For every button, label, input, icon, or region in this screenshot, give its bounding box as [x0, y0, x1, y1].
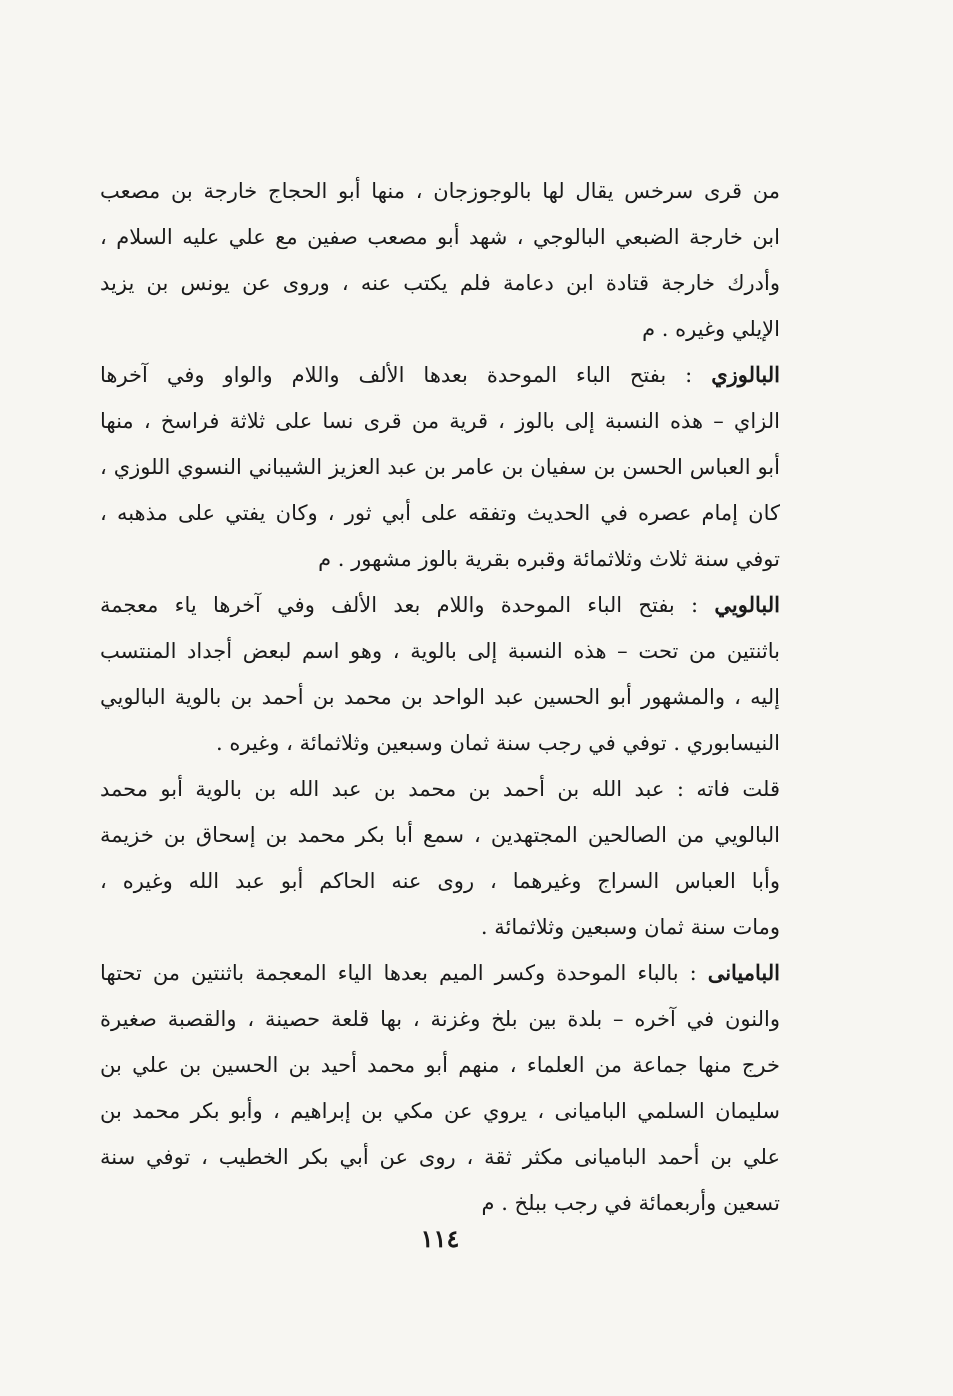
- text-line: [100, 766, 780, 812]
- text-line: [100, 214, 780, 260]
- line-text: إليه ، والمشهور أبو الحسين عبد الواحد بن محمد بن أحمد بن بالوية البالويي: [100, 685, 780, 709]
- paragraph: [100, 950, 780, 1226]
- line-text: أبو العباس الحسن بن سفيان بن عامر بن عبد العزيز الشيباني النسوي اللوزي ،: [100, 455, 780, 479]
- text-line: [100, 536, 780, 582]
- line-text: ابن خارجة الضبعي البالوجي ، شهد أبو مصعب صفين مع علي عليه السلام ،: [100, 225, 780, 249]
- paragraph: [100, 352, 780, 582]
- line-text: النيسابوري . توفي في رجب سنة ثمان وسبعين وثلاثمائة ، وغيره .: [216, 731, 780, 755]
- text-line: [100, 1088, 780, 1134]
- line-text: من قرى سرخس يقال لها بالوجوزجان ، منها أبو الحجاج خارجة بن مصعب: [100, 179, 780, 203]
- line-text: علي بن أحمد الباميانى مكثر ثقة ، روى عن أبي بكر الخطيب ، توفي سنة: [100, 1145, 780, 1169]
- entry-headword: الباميانى: [707, 960, 780, 985]
- text-line: [100, 996, 780, 1042]
- text-line: [100, 582, 780, 628]
- text-line: [100, 1042, 780, 1088]
- entry-headword: البالويي: [714, 592, 780, 617]
- line-text: والنون في آخره – بلدة بين بلخ وغزنة ، بها قلعة حصينة ، والقصبة صغيرة: [100, 1007, 780, 1031]
- text-line: [100, 858, 780, 904]
- line-text: وأبا العباس السراج وغيرهما ، روى عنه الحاكم أبو عبد الله وغيره ،: [100, 869, 780, 893]
- line-text: خرج منها جماعة من العلماء ، منهم أبو محمد أحيد بن الحسين بن علي بن: [100, 1053, 780, 1077]
- line-text: : بفتح الباء الموحدة واللام بعد الألف وفي آخرها ياء معجمة: [100, 593, 715, 617]
- paragraph: [100, 766, 780, 950]
- line-text: البالويي من الصالحين المجتهدين ، سمع أبا بكر محمد بن إسحاق بن خزيمة: [100, 823, 780, 847]
- entry-headword: البالوزي: [711, 362, 780, 387]
- line-text: توفي سنة ثلاث وثلاثمائة وقبره بقرية بالوز مشهور . م: [318, 547, 780, 571]
- paragraph: [100, 168, 780, 352]
- text-line: [100, 444, 780, 490]
- line-text: ومات سنة ثمان وسبعين وثلاثمائة .: [480, 915, 780, 939]
- line-text: باثنتين من تحت – هذه النسبة إلى بالوية ، وهو اسم لبعض أجداد المنتسب: [100, 639, 780, 663]
- text-line: [100, 674, 780, 720]
- text-line: [100, 950, 780, 996]
- text-line: [100, 490, 780, 536]
- text-line: [100, 1134, 780, 1180]
- text-line: [100, 398, 780, 444]
- line-text: الإيلي وغيره . م: [642, 317, 780, 341]
- line-text: وأدرك خارجة قتادة ابن دعامة فلم يكتب عنه ، وروى عن يونس بن يزيد: [100, 271, 780, 295]
- body-text: [100, 168, 780, 1226]
- line-text: سليمان السلمي الباميانى ، يروي عن مكي بن إبراهيم ، وأبو بكر محمد بن: [100, 1099, 780, 1123]
- line-text: تسعين وأربعمائة في رجب ببلخ . م: [481, 1191, 780, 1215]
- text-line: [100, 168, 780, 214]
- line-text: الزاي – هذه النسبة إلى بالوز ، قرية من قرى نسا على ثلاثة فراسخ ، منها: [100, 409, 780, 433]
- text-line: [100, 260, 780, 306]
- page-number: ١١٤: [420, 1224, 460, 1253]
- line-text: : بالباء الموحدة وكسر الميم بعدها الياء المعجمة باثنتين من تحتها: [100, 961, 708, 985]
- line-text: قلت فاته : عبد الله بن أحمد بن محمد بن عبد الله بن بالوية أبو محمد: [100, 777, 780, 801]
- line-text: كان إمام عصره في الحديث وتفقه على أبي ثور ، وكان يفتي على مذهبه ،: [100, 501, 780, 525]
- text-line: [100, 720, 780, 766]
- text-line: [100, 812, 780, 858]
- paragraph: [100, 582, 780, 766]
- text-line: [100, 1180, 780, 1226]
- text-line: [100, 352, 780, 398]
- text-line: [100, 904, 780, 950]
- text-line: [100, 628, 780, 674]
- text-line: [100, 306, 780, 352]
- line-text: : بفتح الباء الموحدة بعدها الألف واللام والواو وفي آخرها: [100, 363, 712, 387]
